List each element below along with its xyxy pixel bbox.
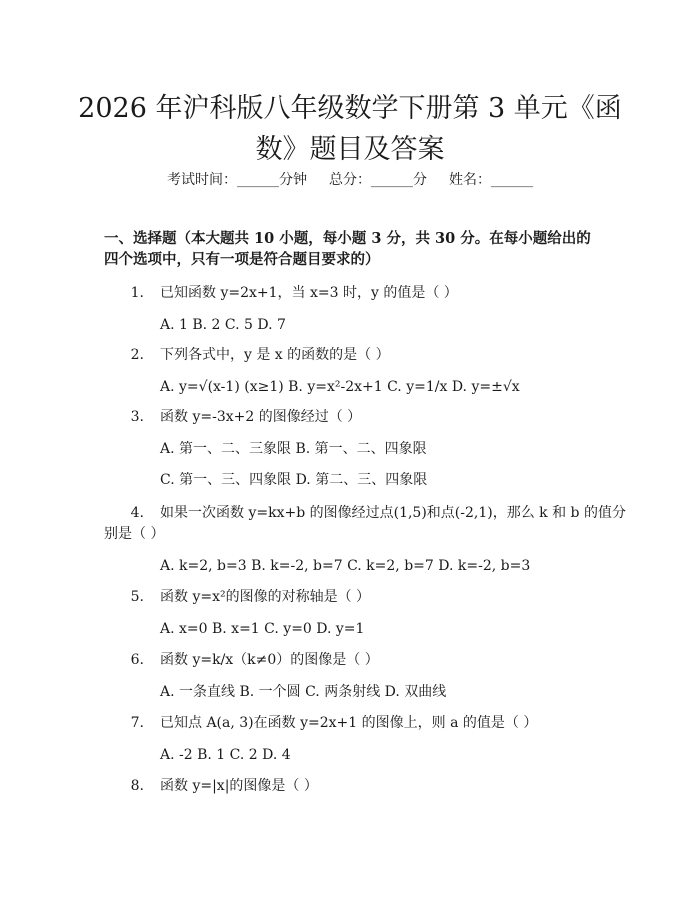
exam-score: 总分：______分	[329, 172, 427, 188]
question-3-options-line-2: C. 第一、三、四象限 D. 第二、三、四象限	[160, 472, 428, 488]
question-5-options: A. x=0 B. x=1 C. y=0 D. y=1	[160, 621, 365, 637]
question-text: 下列各式中，y 是 x 的函数的是（ ）	[160, 347, 390, 363]
title-line-1: 2026 年沪科版八年级数学下册第 3 单元《函	[78, 93, 622, 124]
exam-name: 姓名：______	[449, 172, 533, 188]
question-7-options: A. -2 B. 1 C. 2 D. 4	[160, 747, 291, 763]
question-number: 1.	[130, 285, 144, 301]
question-4-options: A. k=2, b=3 B. k=-2, b=7 C. k=2, b=7 D. k=-2, b=3	[160, 558, 531, 574]
section-heading: 一、选择题（本大题共 10 小题，每小题 3 分，共 30 分。在每小题给出的四个选项中，只有一项是符合题目要求的）	[104, 230, 591, 268]
question-text: 已知函数 y=2x+1，当 x=3 时，y 的值是（ ）	[160, 285, 458, 301]
question-number: 2.	[130, 347, 144, 363]
question-number: 6.	[130, 652, 144, 668]
question-6-options: A. 一条直线 B. 一个圆 C. 两条射线 D. 双曲线	[160, 684, 447, 700]
question-number: 3.	[130, 409, 144, 425]
question-text: 函数 y=x²的图像的对称轴是（ ）	[160, 589, 371, 605]
question-number: 4.	[130, 505, 144, 521]
question-text: 函数 y=-3x+2 的图像经过（ ）	[160, 409, 362, 425]
question-text: 函数 y=k/x（k≠0）的图像是（ ）	[160, 652, 379, 668]
question-1-options: A. 1 B. 2 C. 5 D. 7	[160, 317, 286, 333]
page-title	[60, 88, 640, 170]
question-number: 5.	[130, 589, 144, 605]
title-line-2: 数》题目及答案	[255, 134, 445, 165]
exam-meta	[0, 171, 700, 189]
question-number: 7.	[130, 715, 144, 731]
question-2-options: A. y=√(x-1) (x≥1) B. y=x²-2x+1 C. y=1/x D. y=±√x	[160, 379, 520, 395]
question-text: 如果一次函数 y=kx+b 的图像经过点(1,5)和点(-2,1)，那么 k 和 b 的值分	[160, 505, 626, 521]
question-text: 已知点 A(a, 3)在函数 y=2x+1 的图像上，则 a 的值是（ ）	[160, 715, 538, 731]
question-number: 8.	[130, 778, 144, 794]
question-3-options-line-1: A. 第一、二、三象限 B. 第一、二、四象限	[160, 441, 427, 457]
question-text: 函数 y=|x|的图像是（ ）	[160, 778, 318, 794]
question-text-continued: 别是（ ）	[104, 526, 165, 542]
exam-time: 考试时间：______分钟	[167, 172, 307, 188]
